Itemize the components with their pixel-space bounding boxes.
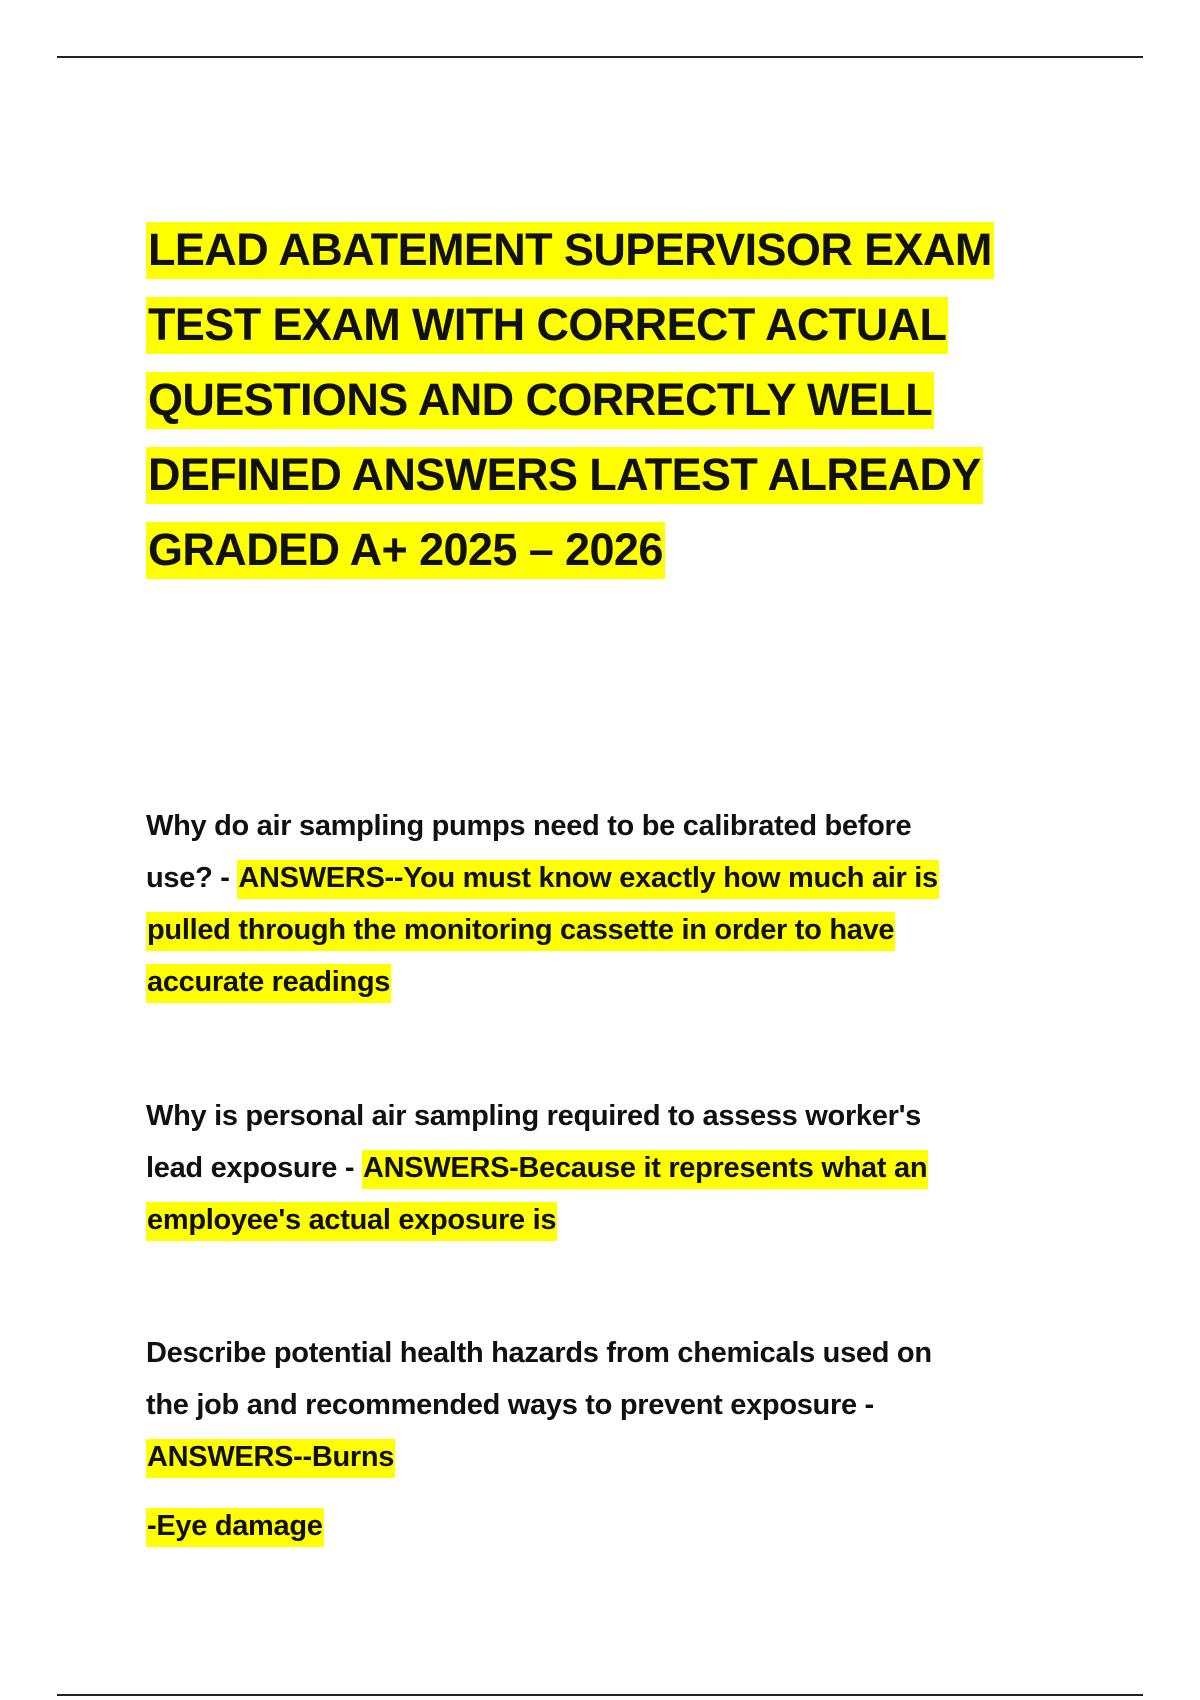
question-text: Describe potential health hazards from chemicals used on xyxy=(146,1337,932,1369)
answer-line xyxy=(146,904,1066,956)
answer-text: ANSWERS-Because it represents what an xyxy=(362,1150,928,1189)
title-line: DEFINED ANSWERS LATEST ALREADY xyxy=(146,437,1046,512)
answer-text: accurate readings xyxy=(146,964,391,1003)
qa-item-personal-sampling xyxy=(146,1090,1066,1246)
title-line: GRADED A+ 2025 – 2026 xyxy=(146,512,1046,587)
title-line: TEST EXAM WITH CORRECT ACTUAL xyxy=(146,287,1046,362)
answer-text: ANSWERS--Burns xyxy=(146,1439,395,1478)
top-rule xyxy=(57,56,1143,58)
answer-text: employee's actual exposure is xyxy=(146,1202,557,1241)
bottom-rule xyxy=(57,1694,1143,1696)
question-text: the job and recommended ways to prevent exposure - xyxy=(146,1389,874,1421)
answer-line xyxy=(146,1431,1066,1483)
answer-line xyxy=(146,1194,1066,1246)
qa-item-chemical-hazards xyxy=(146,1327,1066,1552)
question-text: Why do air sampling pumps need to be calibrated before xyxy=(146,810,912,842)
answer-text: -Eye damage xyxy=(146,1508,324,1547)
title-line: LEAD ABATEMENT SUPERVISOR EXAM xyxy=(146,212,1046,287)
answer-text: pulled through the monitoring cassette in order to have xyxy=(146,912,895,951)
document-title xyxy=(146,212,1046,587)
title-line: QUESTIONS AND CORRECTLY WELL xyxy=(146,362,1046,437)
question-text: use? - xyxy=(146,862,238,894)
question-text: lead exposure - xyxy=(146,1152,362,1184)
answer-line xyxy=(146,956,1066,1008)
question-answer-line xyxy=(146,852,1066,904)
qa-item-calibration xyxy=(146,800,1066,1008)
question-answer-line xyxy=(146,1142,1066,1194)
question-text: Why is personal air sampling required to assess worker's xyxy=(146,1100,921,1132)
answer-text: ANSWERS--You must know exactly how much air is xyxy=(237,860,939,899)
answer-line xyxy=(146,1500,1066,1552)
